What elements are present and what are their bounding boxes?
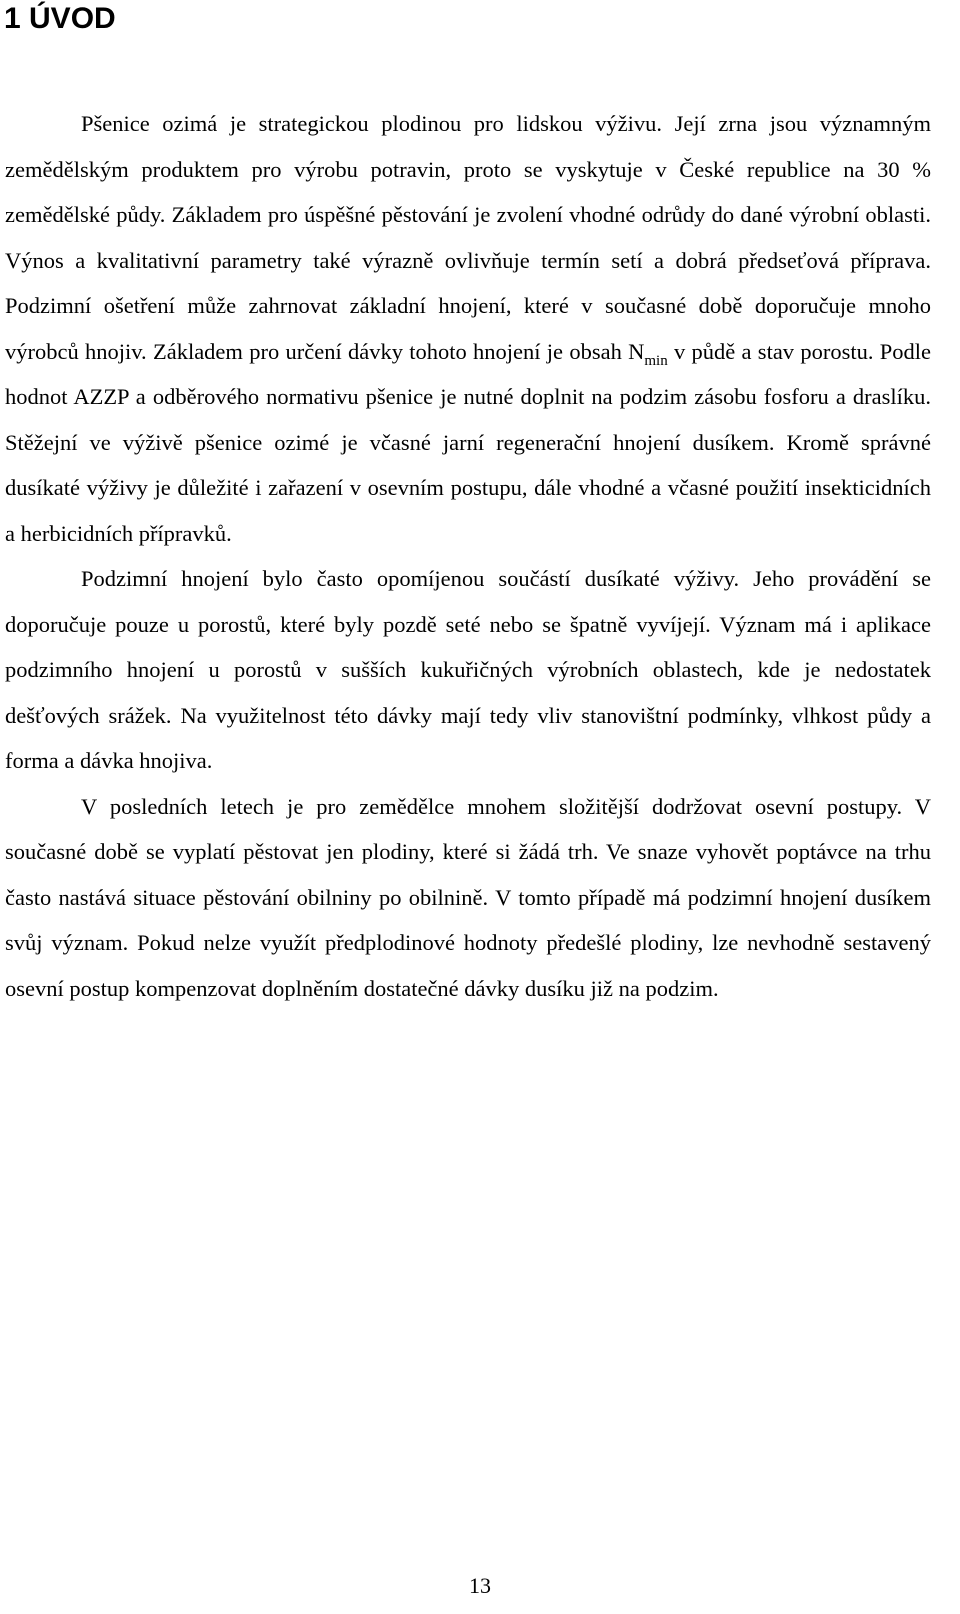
paragraph-2: Podzimní hnojení bylo často opomíjenou součástí dusíkaté výživy. Jeho provádění se doporučuje pouze u porostů, které byly pozdě seté nebo se špatně vyvíjejí. Význam má i aplikace podzimního hnojení u porostů v sušších kukuřičných výrobních oblastech, kde je nedostatek dešťových srážek. Na využitelnost této dávky mají tedy vliv stanovištní podmínky, vlhkost půdy a forma a dávka hnojiva. [5, 566, 931, 773]
paragraph-1-text-start: Pšenice ozimá je strategickou plodinou pro lidskou výživu. Její zrna jsou významným zemědělským produktem pro výrobu potravin, proto se vyskytuje v České republice na 30 % zemědělské půdy. Základem pro úspěšné pěstování je zvolení vhodné odrůdy do dané výrobní oblasti. Výnos a kvalitativní parametry také výrazně ovlivňuje termín setí a dobrá předseťová příprava. Podzimní ošetření může zahrnovat základní hnojení, které v současné době doporučuje mnoho výrobců hnojiv. Základem pro určení dávky tohoto hnojení je obsah N [5, 111, 931, 364]
chapter-body [5, 101, 931, 1011]
nitrogen-min-subscript: min [644, 352, 668, 369]
chapter-heading: 1 ÚVOD [4, 2, 116, 35]
page-number: 13 [469, 1573, 491, 1598]
paragraph-1 [5, 101, 931, 556]
paragraph-3: V posledních letech je pro zemědělce mnohem složitější dodržovat osevní postupy. V současné době se vyplatí pěstovat jen plodiny, které si žádá trh. Ve snaze vyhovět poptávce na trhu často nastává situace pěstování obilniny po obilnině. V tomto případě má podzimní hnojení dusíkem svůj význam. Pokud nelze využít předplodinové hodnoty předešlé plodiny, lze nevhodně sestavený osevní postup kompenzovat doplněním dostatečné dávky dusíku již na podzim. [5, 793, 931, 1001]
paragraph-1-text-end: v půdě a stav porostu. Podle hodnot AZZP a odběrového normativu pšenice je nutné doplnit na podzim zásobu fosforu a draslíku. Stěžejní ve výživě pšenice ozimé je včasné jarní regenerační hnojení dusíkem. Kromě správné dusíkaté výživy je důležité i zařazení v osevním postupu, dále vhodné a včasné použití insekticidních a herbicidních přípravků. [5, 338, 931, 546]
